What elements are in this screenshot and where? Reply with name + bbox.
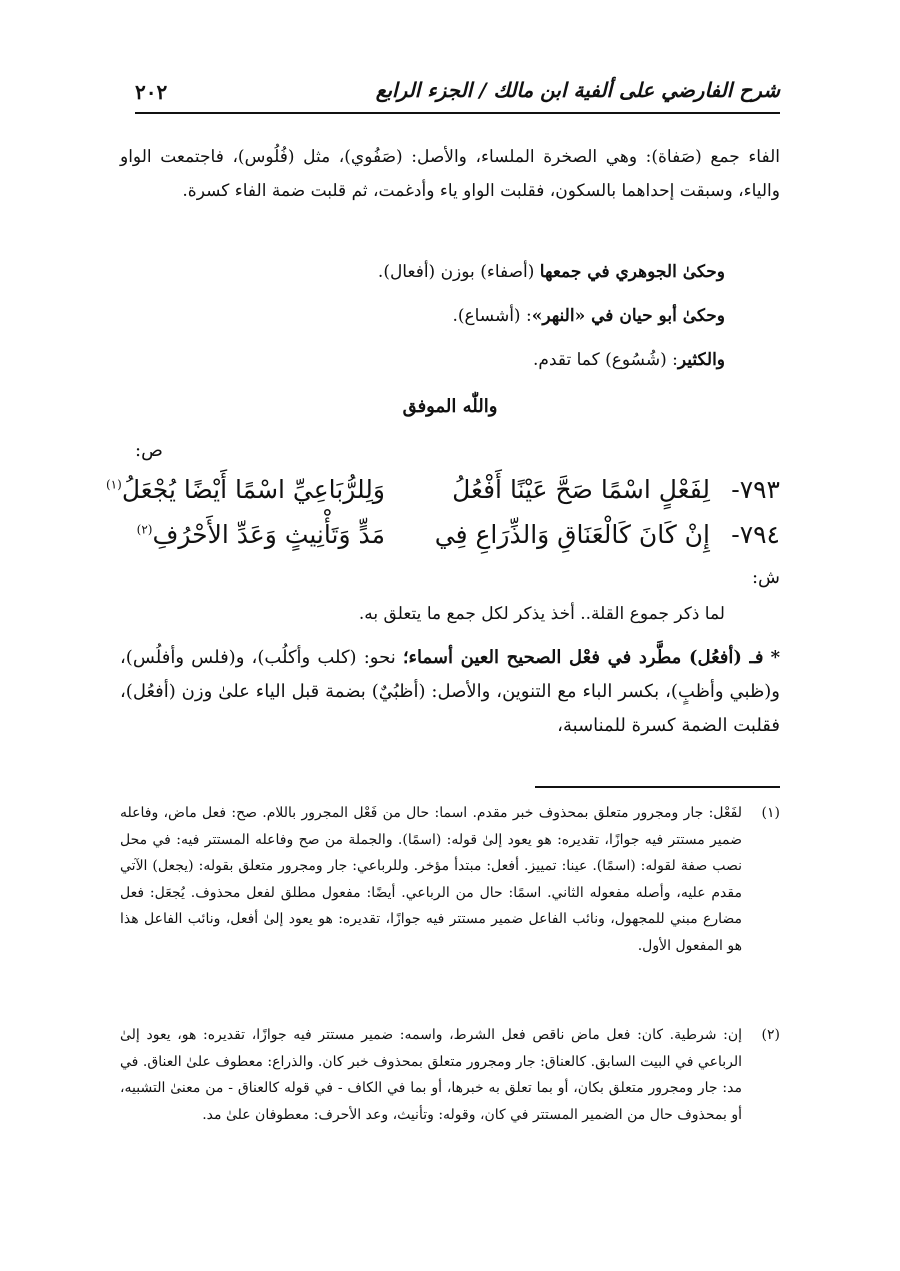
verse-number: ٧٩٤- xyxy=(731,520,780,549)
bullet-star: * xyxy=(770,647,780,668)
footnote-1 xyxy=(120,800,780,959)
footnote-2 xyxy=(120,1022,780,1128)
footnote-text: لفَعْل: جار ومجرور متعلق بمحذوف خبر مقدم. اسما: حال من فَعْل المجرور باللام. صح: فعل ماض، وفاعله ضمير مستتر فيه جوازًا، تقديره: هو يعود إلىٰ قوله: (اسمًا). والجملة من صح وفاعله المستتر فيه: في محل نصب صفة لقوله: (اسمًا). عينا: تمييز. أفعل: مبتدأ مؤخر. وللرباعي: جار ومجرور متعلق بقوله: (يجعل) الآتي مقدم عليه، وأصله مفعوله الثاني. اسمًا: حال من الرباعي. أيضًا: مفعول مطلق لفعل محذوف. يُجعَل: فعل مضارع مبني للمجهول، ونائب الفاعل ضمير مستتر فيه جوازًا، تقديره: هو يعود إلىٰ أفعل، ونائب الفاعل هذا هو المفعول الأول. xyxy=(120,805,742,954)
quote-line-3 xyxy=(533,350,725,370)
closing-phrase: واللّٰه الموفق xyxy=(402,396,498,417)
quote-lead: والكثير xyxy=(677,350,725,370)
bullet-lead: فـ (أفعُل) مطَّرد في فعْل الصحيح العين أسماء؛ xyxy=(402,647,764,668)
quote-lead: وحكىٰ الجوهري في جمعها xyxy=(539,262,725,282)
footnote-mark: (١) xyxy=(105,477,122,492)
intro-paragraph: الفاء جمع (صَفاة): وهي الصخرة الملساء، والأصل: (صَفُوي)، مثل (فُلُوس)، فاجتمعت الواو والياء، وسبقت إحداهما بالسكون، فقلبت الواو ياء وأدغمت، ثم قلبت ضمة الفاء كسرة. xyxy=(120,147,780,201)
footnote-separator xyxy=(535,786,780,788)
shin-label: ش: xyxy=(751,567,780,588)
verse-794 xyxy=(120,520,780,562)
quote-line-1 xyxy=(378,262,725,282)
footnote-mark: (٢) xyxy=(136,522,153,537)
page-number: ٢٠٢ xyxy=(135,80,168,104)
verse-first-hemistich: لِفَعْلٍ اسْمًا صَحَّ عَيْنًا أَفْعُلُ xyxy=(452,475,710,504)
footnote-number: (٢) xyxy=(761,1027,780,1043)
quote-rest: : (شُسُوع) كما تقدم. xyxy=(533,350,678,370)
sad-label: ص: xyxy=(135,440,163,461)
quote-rest: : (أشساع). xyxy=(452,306,532,326)
quote-lead: وحكىٰ أبو حيان في «النهر» xyxy=(531,306,725,326)
quote-line-2 xyxy=(452,306,725,326)
quote-rest: (أصفاء) بوزن (أفعال). xyxy=(377,262,540,282)
verse-number: ٧٩٣- xyxy=(731,475,780,504)
bullet-rest: نحو: (كلب وأكلُب)، و(فلس وأفلُس)، و(ظبي وأظبٍ)، بكسر الباء مع التنوين، والأصل: (أظبُيٌ) بضمة قبل الياء علىٰ وزن (أفعُل)، فقلبت الضمة كسرة للمناسبة، xyxy=(120,647,780,736)
verse-second-hemistich xyxy=(137,520,385,549)
verse-793 xyxy=(105,475,780,517)
footnote-text: إن: شرطية. كان: فعل ماض ناقص فعل الشرط، واسمه: ضمير مستتر فيه جوازًا، تقديره: هو، يعود إلىٰ الرباعي في البيت السابق. كالعناق: جار ومجرور متعلق بمحذوف خبر كان. والذراع: معطوف علىٰ العناق. في مد: جار ومجرور متعلق بكان، أو بما تعلق به خبرها، أو بما في الكاف - في قوله كالعناق - من معنىٰ التشبيه، أو بمحذوف حال من الضمير المستتر في كان، وقوله: وتأنيث، وعد الأحرف: معطوفان علىٰ مد. xyxy=(120,1027,742,1123)
verse-second-hemistich xyxy=(106,475,385,504)
commentary-intro: لما ذكر جموع القلة.. أخذ يذكر لكل جمع ما يتعلق به. xyxy=(358,604,725,624)
hemistich-text: مَدٍّ وَتَأْنِيثٍ وَعَدِّ الأَحْرُفِ xyxy=(152,520,385,549)
footnote-number: (١) xyxy=(761,805,780,821)
hemistich-text: وَلِلرُّبَاعِيِّ اسْمًا أَيْضًا يُجْعَلُ xyxy=(121,475,385,504)
verse-first-hemistich: إِنْ كَانَ كَالْعَنَاقِ وَالذِّرَاعِ فِي xyxy=(434,520,710,549)
header-title: شرح الفارضي على ألفية ابن مالك / الجزء الرابع xyxy=(375,78,780,102)
bullet-paragraph xyxy=(120,641,780,743)
